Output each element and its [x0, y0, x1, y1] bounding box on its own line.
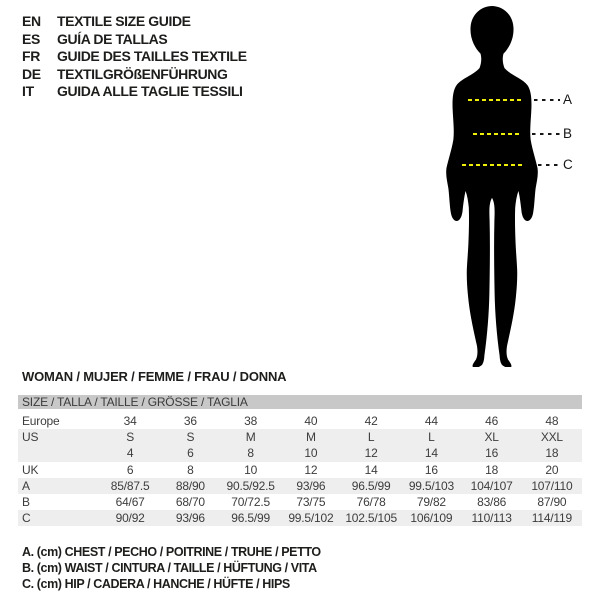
- language-title-block: [22, 13, 247, 101]
- table-cell: S: [186, 430, 195, 445]
- language-row: [22, 31, 247, 49]
- legend-line: A. (cm) CHEST / PECHO / POITRINE / TRUHE / PETTO: [22, 545, 321, 559]
- table-cell: 8: [187, 462, 194, 477]
- table-cell: M: [305, 430, 316, 445]
- table-cell: 16: [424, 462, 438, 477]
- table-cell: 64/67: [115, 494, 145, 509]
- table-cell: 87/90: [537, 494, 567, 509]
- chest-line-label: A: [563, 92, 573, 107]
- table-cell: 79/82: [416, 494, 446, 509]
- table-cell: 99.5/102: [288, 511, 334, 526]
- table-cell: L: [367, 430, 375, 445]
- section-title-woman: WOMAN / MUJER / FEMME / FRAU / DONNA: [22, 369, 287, 384]
- table-row: [18, 462, 582, 478]
- table-cell: 10: [244, 462, 258, 477]
- guide-title: GUÍA DE TALLAS: [57, 30, 168, 47]
- language-code: IT: [22, 83, 34, 99]
- table-cell: XL: [484, 430, 499, 445]
- table-cell: 8: [247, 446, 254, 461]
- chest-dash-line: [468, 99, 523, 101]
- guide-title: TEXTILGRÖßENFÜHRUNG: [57, 65, 228, 82]
- guide-title: TEXTILE SIZE GUIDE: [57, 13, 191, 29]
- table-cell: 20: [545, 462, 559, 477]
- table-cell: 85/87.5: [110, 478, 150, 493]
- table-row: [18, 510, 582, 526]
- table-cell: 93/96: [175, 511, 205, 526]
- size-table-header: SIZE / TALLA / TAILLE / GRÖSSE / TAGLIA: [18, 395, 582, 409]
- table-cell: 99.5/103: [408, 478, 454, 493]
- language-row: [22, 48, 247, 66]
- table-cell: S: [126, 430, 135, 445]
- table-cell: 36: [183, 414, 197, 428]
- waist-dash-line: [473, 133, 519, 135]
- table-cell: 96.5/99: [231, 511, 270, 526]
- woman-silhouette: [437, 5, 547, 367]
- size-table-body: [18, 413, 582, 526]
- row-label: [18, 445, 100, 461]
- hip-dash-line: [462, 164, 524, 166]
- table-row: [18, 413, 582, 429]
- table-cell: 12: [364, 446, 378, 461]
- table-cell: 48: [545, 414, 559, 428]
- table-cell: XXL: [540, 430, 563, 445]
- legend-line: B. (cm) WAIST / CINTURA / TAILLE / HÜFTUNG / VITA: [22, 561, 317, 576]
- table-cell: 90/92: [115, 511, 145, 526]
- chest-leader-line: [534, 99, 560, 101]
- table-cell: 14: [424, 446, 438, 461]
- language-row: [22, 66, 247, 84]
- table-cell: 107/110: [531, 478, 573, 493]
- table-cell: 104/107: [470, 478, 513, 493]
- table-cell: 90.5/92.5: [226, 478, 275, 493]
- language-row: [22, 83, 247, 101]
- table-cell: 110/113: [471, 511, 512, 526]
- language-code: DE: [22, 65, 41, 82]
- row-label: UK: [22, 462, 39, 477]
- table-cell: 88/90: [175, 478, 205, 493]
- table-cell: 93/96: [296, 478, 326, 493]
- table-cell: 6: [126, 462, 134, 477]
- table-cell: 106/109: [410, 511, 453, 526]
- row-label: A: [22, 478, 30, 493]
- woman-silhouette-svg: [437, 5, 547, 367]
- table-cell: 42: [364, 414, 378, 428]
- language-row: [22, 13, 247, 31]
- table-cell: 14: [364, 462, 378, 477]
- waist-leader-line: [532, 133, 560, 135]
- table-cell: 10: [304, 446, 318, 461]
- table-row: [18, 445, 582, 461]
- row-label: B: [22, 494, 30, 509]
- language-code: EN: [22, 13, 41, 29]
- table-cell: 6: [187, 446, 194, 461]
- table-cell: 16: [485, 446, 499, 461]
- table-cell: 18: [485, 462, 499, 477]
- language-code: FR: [22, 48, 41, 64]
- row-label: C: [22, 511, 31, 526]
- guide-title: GUIDA ALLE TAGLIE TESSILI: [57, 83, 243, 99]
- measurement-legend: [22, 544, 321, 593]
- table-cell: 40: [304, 414, 318, 428]
- size-table: [18, 395, 582, 526]
- table-cell: 114/119: [531, 511, 572, 526]
- table-cell: 46: [485, 414, 499, 428]
- table-cell: 70/72.5: [231, 494, 270, 509]
- table-cell: 12: [304, 462, 318, 477]
- table-row: [18, 429, 582, 445]
- table-cell: 38: [244, 414, 258, 428]
- guide-title: GUIDE DES TAILLES TEXTILE: [57, 48, 247, 64]
- language-code: ES: [22, 30, 41, 47]
- table-cell: 4: [126, 446, 134, 461]
- hip-line-label: C: [563, 157, 573, 172]
- table-row: [18, 478, 582, 494]
- table-row: [18, 494, 582, 510]
- table-cell: 18: [545, 446, 559, 461]
- hip-leader-line: [538, 164, 560, 166]
- table-cell: 83/86: [477, 494, 507, 509]
- waist-line-label: B: [563, 126, 573, 141]
- legend-line: C. (cm) HIP / CADERA / HANCHE / HÜFTE / HIPS: [22, 577, 290, 592]
- row-label: US: [22, 430, 39, 445]
- table-cell: 34: [123, 414, 137, 428]
- table-cell: 68/70: [175, 494, 205, 509]
- table-cell: 76/78: [356, 494, 386, 509]
- table-cell: 102.5/105: [345, 511, 397, 526]
- table-cell: 96.5/99: [351, 478, 391, 493]
- table-cell: 73/75: [296, 494, 326, 509]
- row-label: Europe: [22, 414, 60, 428]
- table-cell: 44: [424, 414, 438, 428]
- table-cell: L: [428, 430, 435, 445]
- table-cell: M: [245, 430, 256, 445]
